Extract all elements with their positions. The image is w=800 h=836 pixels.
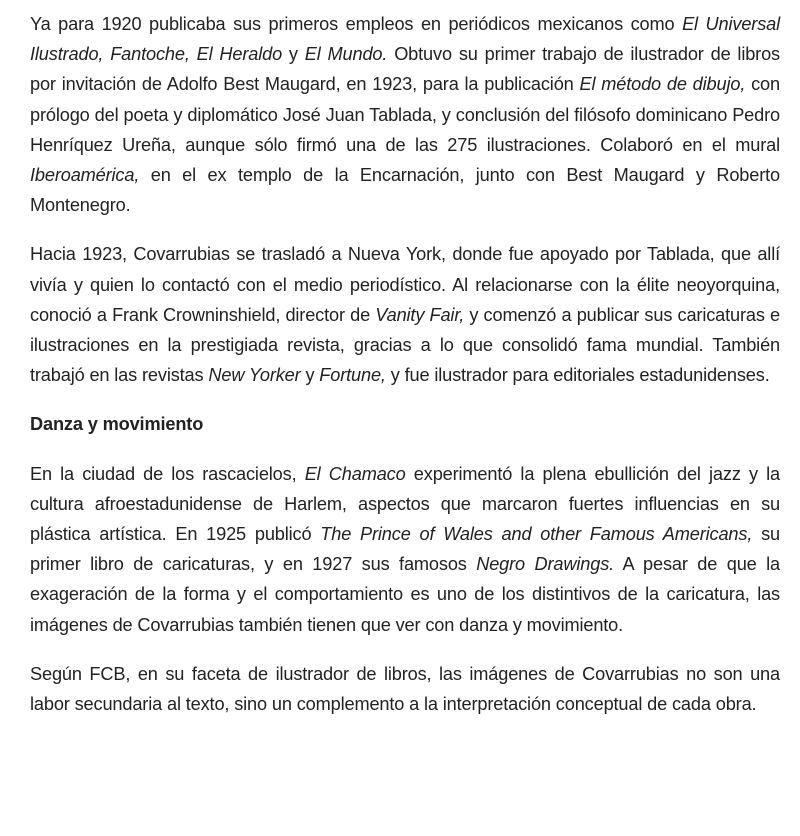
paragraph-illustrator	[30, 659, 780, 719]
italic-title: Fortune,	[319, 365, 386, 386]
text-run: y	[300, 365, 320, 386]
paragraph-early-career	[30, 9, 780, 220]
italic-title: Negro Drawings.	[476, 554, 615, 575]
italic-title: El método de dibujo,	[579, 74, 746, 95]
text-run: en el ex templo de la Encarnación, junto con Best Maugard y Roberto Montenegro.	[30, 165, 780, 216]
text-run: A pesar de que la exageración de la forma y el comportamiento es uno de los distintivos de la caricatura, las imágenes de Covarrubias también tienen que ver con danza y movimiento.	[30, 554, 780, 635]
article-body	[30, 9, 780, 738]
text-run: su primer libro de caricaturas, y en 1927 sus famosos	[30, 524, 781, 575]
italic-title: El Mundo.	[304, 44, 388, 65]
text-run: Obtuvo su primer trabajo de ilustrador de libros por invitación de Adolfo Best Maugard, en 1923, para la publicación	[30, 44, 780, 95]
section-heading: Danza y movimiento	[30, 414, 204, 435]
paragraph-harlem	[30, 459, 780, 640]
paragraph-new-york	[30, 239, 780, 390]
italic-title: El Universal Ilustrado, Fantoche, El Heraldo	[30, 14, 780, 65]
text-run: Hacia 1923, Covarrubias se trasladó a Nueva York, donde fue apoyado por Tablada, que allí vivía y quien lo contactó con el medio periodístico. Al relacionarse con la élite neoyorquina, conoció a Frank Crowninshield, director de	[30, 244, 780, 325]
italic-title: El Chamaco	[304, 463, 406, 484]
italic-title: New Yorker	[208, 365, 301, 386]
italic-title: Iberoamérica,	[30, 165, 140, 186]
text-run: con prólogo del poeta y diplomático José Juan Tablada, y conclusión del filósofo dominicano Pedro Henríquez Ureña, aunque sólo firmó una de las 275 ilustraciones. Colaboró en el mural	[30, 74, 780, 155]
italic-title: Vanity Fair,	[375, 304, 465, 325]
text-run: Según FCB, en su faceta de ilustrador de libros, las imágenes de Covarrubias no son una labor secundaria al texto, sino un complemento a la interpretación conceptual de cada obra.	[30, 663, 780, 715]
text-run: Ya para 1920 publicaba sus primeros empleos en periódicos mexicanos como	[30, 14, 683, 34]
text-run: y	[282, 44, 305, 65]
text-run: En la ciudad de los rascacielos,	[30, 463, 305, 484]
text-run: experimentó la plena ebullición del jazz y la cultura afroestadunidense de Harlem, aspectos que marcaron fuertes influencias en su plástica artística. En 1925 publicó	[30, 463, 780, 545]
text-run: y fue ilustrador para editoriales estadunidenses.	[385, 365, 770, 386]
text-run: y comenzó a publicar sus caricaturas e ilustraciones en la prestigiada revista, gracias a lo que consolidó fama mundial. También trabajó en las revistas	[30, 304, 781, 386]
italic-title: The Prince of Wales and other Famous Americans,	[320, 524, 753, 545]
